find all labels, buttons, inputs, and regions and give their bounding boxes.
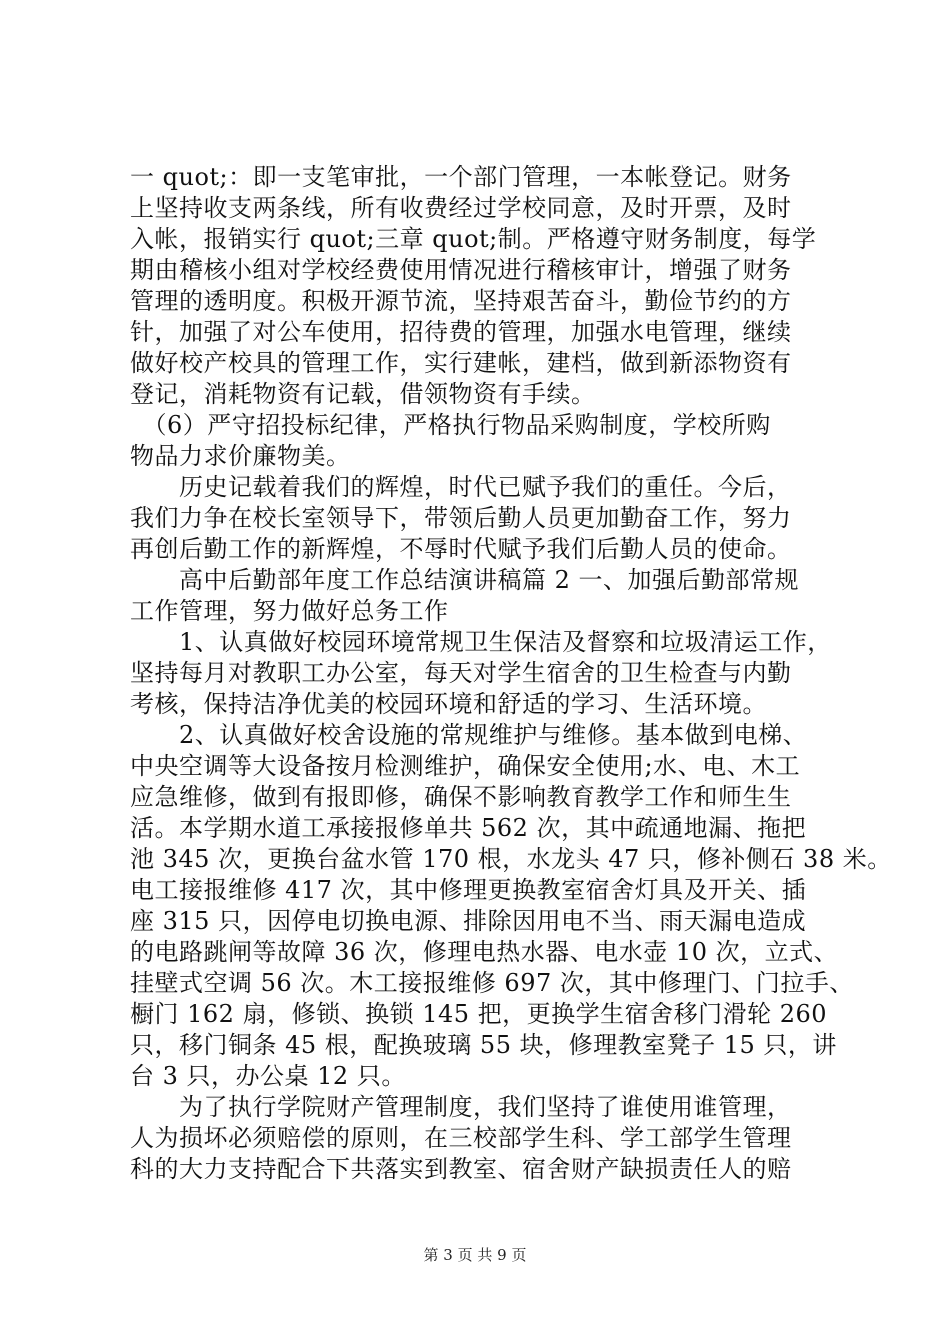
text-line: 1、认真做好校园环境常规卫生保洁及督察和垃圾清运工作， [130, 628, 832, 656]
text-line: 为了执行学院财产管理制度，我们坚持了谁使用谁管理， [130, 1093, 792, 1121]
text-line: 活。本学期水道工承接报修单共 562 次，其中疏通地漏、拖把 [130, 814, 807, 842]
text-line: 考核，保持洁净优美的校园环境和舒适的学习、生活环境。 [130, 690, 767, 718]
text-line: 橱门 162 扇，修锁、换锁 145 把，更换学生宿舍移门滑轮 260 [130, 1000, 828, 1028]
body-text [130, 162, 892, 1185]
text-line: 历史记载着我们的辉煌，时代已赋予我们的重任。今后， [130, 473, 792, 501]
text-line: 的电路跳闸等故障 36 次，修理电热水器、电水壶 10 次，立式、 [130, 938, 839, 966]
text-line: 管理的透明度。积极开源节流，坚持艰苦奋斗，勤俭节约的方 [130, 287, 792, 315]
text-line: 做好校产校具的管理工作，实行建帐，建档，做到新添物资有 [130, 349, 792, 377]
text-line: 针，加强了对公车使用，招待费的管理，加强水电管理，继续 [130, 318, 792, 346]
text-line: 科的大力支持配合下共落实到教室、宿舍财产缺损责任人的赔 [130, 1155, 792, 1183]
text-line: 上坚持收支两条线，所有收费经过学校同意，及时开票，及时 [130, 194, 792, 222]
text-line: 挂壁式空调 56 次。木工接报维修 697 次，其中修理门、门拉手、 [130, 969, 854, 997]
text-line: 中央空调等大设备按月检测维护，确保安全使用;水、电、木工 [130, 752, 801, 780]
text-line: 登记，消耗物资有记载，借领物资有手续。 [130, 380, 596, 408]
text-line: 电工接报维修 417 次，其中修理更换教室宿舍灯具及开关、插 [130, 876, 807, 904]
text-line: 期由稽核小组对学校经费使用情况进行稽核审计，增强了财务 [130, 256, 792, 284]
text-line: 物品力求价廉物美。 [130, 442, 351, 470]
text-line: 2、认真做好校舍设施的常规维护与维修。基本做到电梯、 [130, 721, 808, 749]
text-line: 高中后勤部年度工作总结演讲稿篇 2 一、加强后勤部常规 [130, 566, 800, 594]
text-line: 应急维修，做到有报即修，确保不影响教育教学工作和师生生 [130, 783, 792, 811]
text-line: 座 315 只，因停电切换电源、排除因用电不当、雨天漏电造成 [130, 907, 807, 935]
text-line: 池 345 次，更换台盆水管 170 根，水龙头 47 只，修补侧石 38 米。 [130, 845, 892, 873]
text-line: 再创后勤工作的新辉煌，不辱时代赋予我们后勤人员的使命。 [130, 535, 792, 563]
text-line: 我们力争在校长室领导下，带领后勤人员更加勤奋工作，努力 [130, 504, 792, 532]
text-line: 入帐，报销实行 quot;三章 quot;制。严格遵守财务制度，每学 [130, 225, 817, 253]
text-line: 一 quot;：即一支笔审批，一个部门管理，一本帐登记。财务 [130, 163, 792, 191]
text-line: 工作管理，努力做好总务工作 [130, 597, 449, 625]
page-number-footer: 第 3 页 共 9 页 [423, 1246, 527, 1264]
text-line: 只，移门铜条 45 根，配换玻璃 55 块，修理教室凳子 15 只，讲 [130, 1031, 837, 1059]
text-line: （6）严守招投标纪律，严格执行物品采购制度，学校所购 [130, 411, 771, 439]
text-line: 人为损坏必须赔偿的原则，在三校部学生科、学工部学生管理 [130, 1124, 792, 1152]
text-line: 坚持每月对教职工办公室，每天对学生宿舍的卫生检查与内勤 [130, 659, 792, 687]
text-line: 台 3 只，办公桌 12 只。 [130, 1062, 406, 1090]
